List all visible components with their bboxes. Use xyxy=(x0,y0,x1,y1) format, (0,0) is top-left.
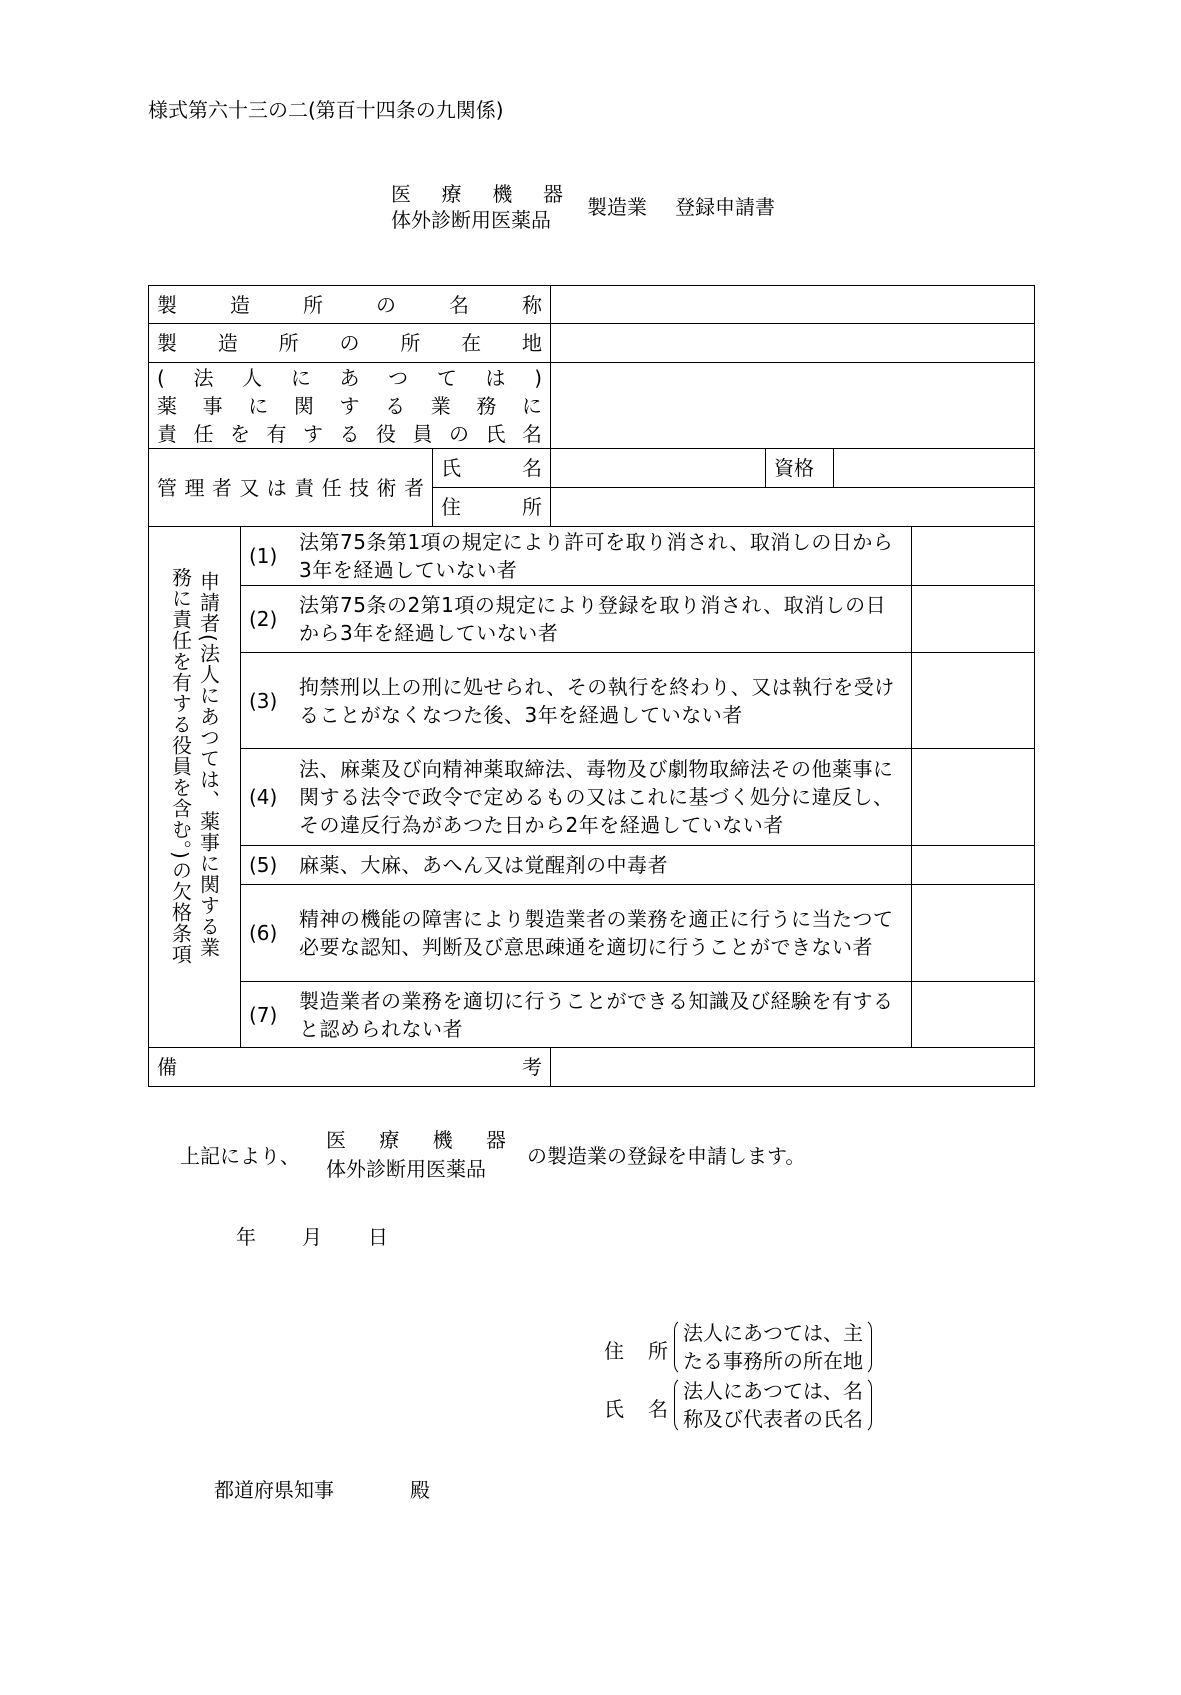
manager-label: 管 理 者 又 は 責 任 技 術 者 xyxy=(157,475,424,500)
manager-name-label: 氏 名 xyxy=(441,456,543,480)
remarks-label: 備 考 xyxy=(157,1055,543,1079)
facility-name-field[interactable] xyxy=(551,286,1035,324)
title-option-ivd: 体外診断用医薬品 xyxy=(391,208,551,232)
disqualification-item: (6) 精神の機能の障害により製造業者の業務を適正に行うに当たつて必要な認知、判断及び意思疎通を適切に行うことができない者 xyxy=(249,907,894,959)
disqualification-answer-5[interactable] xyxy=(912,846,1035,885)
officer-label-line1: ( 法 人 に あ つ て は ) xyxy=(157,365,542,390)
statement-suffix: の製造業の登録を申請します。 xyxy=(527,1144,806,1168)
addressee-honorific: 殿 xyxy=(410,1478,430,1502)
officer-label-line3: 責 任 を 有 す る 役 員 の 氏 名 xyxy=(157,421,542,446)
disqualification-item: (2) 法第75条の2第1項の規定により登録を取り消され、取消しの日から3年を経過していない者 xyxy=(249,593,887,645)
applicant-address-label: 住 所 xyxy=(604,1339,668,1363)
disqualification-item: (7) 製造業者の業務を適切に行うことができる知識及び経験を有すると認められない者 xyxy=(249,988,894,1041)
facility-location-field[interactable] xyxy=(551,324,1035,363)
officer-name-field[interactable] xyxy=(551,363,1035,449)
disqualification-item: (1) 法第75条第1項の規定により許可を取り消され、取消しの日から3年を経過していない者 xyxy=(249,530,894,582)
disqualification-answer-4[interactable] xyxy=(912,749,1035,846)
applicant-name-label: 氏 名 xyxy=(604,1397,668,1421)
facility-location-label: 製 造 所 の 所 在 地 xyxy=(157,331,542,355)
title-option-medical-device: 医 療 機 器 xyxy=(391,182,563,206)
applicant-name-note: 法人にあつては、名 称及び代表者の氏名 xyxy=(674,1376,872,1434)
facility-name-label: 製 造 所 の 名 称 xyxy=(157,292,542,317)
statement-prefix: 上記により、 xyxy=(180,1144,300,1168)
applicant-address-note: 法人にあつては、主 たる事務所の所在地 xyxy=(674,1318,872,1376)
addressee-governor: 都道府県知事 xyxy=(214,1478,334,1502)
application-table xyxy=(148,285,1035,1087)
remarks-field[interactable] xyxy=(551,1048,1035,1087)
statement-option-medical-device: 医 療 機 器 xyxy=(326,1128,506,1152)
title-middle: 製造業 xyxy=(587,195,647,219)
disqualification-answer-1[interactable] xyxy=(912,527,1035,586)
date-year: 年 xyxy=(236,1225,256,1249)
disqualification-item: (3) 拘禁刑以上の刑に処せられ、その執行を終わり、又は執行を受けることがなくなつた後、3年を経過していない者 xyxy=(249,674,895,727)
form-number: 様式第六十三の二(第百十四条の九関係) xyxy=(148,98,504,122)
disqualification-label-col1: 申請者(法人にあつては、薬事に関する業 xyxy=(196,570,221,958)
title-suffix: 登録申請書 xyxy=(675,195,775,219)
statement-option-ivd: 体外診断用医薬品 xyxy=(326,1157,486,1181)
date-day: 日 xyxy=(368,1225,388,1249)
disqualification-answer-3[interactable] xyxy=(912,653,1035,749)
disqualification-answer-6[interactable] xyxy=(912,885,1035,982)
qualification-field[interactable] xyxy=(834,449,1035,488)
qualification-label: 資格 xyxy=(774,456,815,480)
officer-label-line2: 薬 事 に 関 す る 業 務 に xyxy=(157,393,542,418)
disqualification-item: (5) 麻薬、大麻、あへん又は覚醒剤の中毒者 xyxy=(249,853,668,877)
disqualification-answer-7[interactable] xyxy=(912,982,1035,1048)
date-month: 月 xyxy=(302,1225,322,1249)
manager-name-field[interactable] xyxy=(551,449,766,488)
disqualification-label-col2: 務に責任を有する役員を含む。)の欠格条項 xyxy=(168,567,193,965)
disqualification-item: (4) 法、麻薬及び向精神薬取締法、毒物及び劇物取締法その他薬事に関する法令で政令で定めるもの又はこれに基づく処分に違反し、その違反行為があつた日から2年を経過していない者 xyxy=(249,757,894,837)
disqualification-answer-2[interactable] xyxy=(912,586,1035,653)
manager-address-label: 住 所 xyxy=(441,495,543,519)
manager-address-field[interactable] xyxy=(551,488,1035,527)
